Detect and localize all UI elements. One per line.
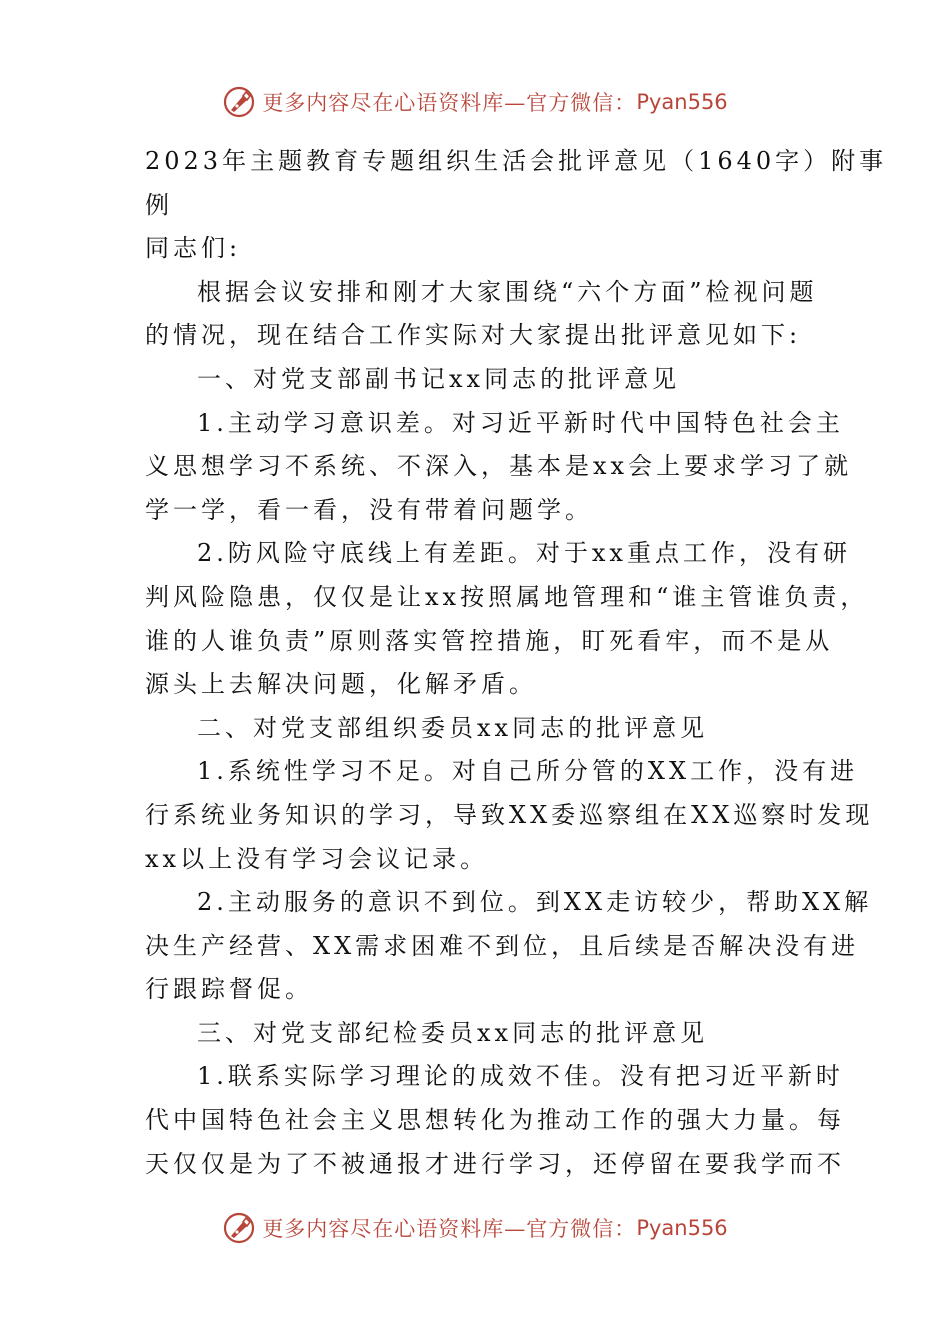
header-banner: [0, 82, 950, 122]
banner-text: 更多内容尽在心语资料库—官方微信：: [262, 91, 637, 115]
paragraph-line: 1.主动学习意识差。对习近平新时代中国特色社会主: [197, 408, 844, 437]
document-body: [145, 140, 888, 1186]
paragraph-line: 决生产经营、XX需求困难不到位，且后续是否解决没有进: [145, 931, 860, 960]
footer-banner: [0, 1208, 950, 1248]
salutation: 同志们:: [145, 234, 242, 263]
paragraph-line: 的情况，现在结合工作实际对大家提出批评意见如下:: [145, 321, 802, 350]
pen-nib-logo-icon: [222, 1211, 256, 1245]
paragraph-line: 义思想学习不系统、不深入，基本是xx会上要求学习了就: [145, 452, 853, 481]
paragraph-line: 2.防风险守底线上有差距。对于xx重点工作，没有研: [197, 539, 851, 568]
banner-text: 更多内容尽在心语资料库—官方微信：: [262, 1217, 637, 1241]
paragraph-line: 根据会议安排和刚才大家围绕“六个方面”检视问题: [197, 277, 818, 306]
paragraph-line: 1.系统性学习不足。对自己所分管的XX工作，没有进: [197, 757, 859, 786]
paragraph-line: xx以上没有学习会议记录。: [145, 844, 489, 873]
section-heading-2: 二、对党支部组织委员xx同志的批评意见: [197, 713, 709, 742]
paragraph-line: 行系统业务知识的学习，导致XX委巡察组在XX巡察时发现: [145, 800, 874, 829]
paragraph-line: 行跟踪督促。: [145, 975, 313, 1004]
paragraph-line: 判风险隐患，仅仅是让xx按照属地管理和“谁主管谁负责，: [145, 582, 869, 611]
paragraph-line: 学一学，看一看，没有带着问题学。: [145, 495, 593, 524]
paragraph-line: 1.联系实际学习理论的成效不佳。没有把习近平新时: [197, 1062, 844, 1091]
document-title-line-1: 2023年主题教育专题组织生活会批评意见（1640字）附事: [145, 147, 888, 175]
paragraph-line: 源头上去解决问题，化解矛盾。: [145, 670, 537, 699]
banner-wechat-id: Pyan556: [636, 1216, 728, 1240]
paragraph-line: 代中国特色社会主义思想转化为推动工作的强大力量。每: [145, 1106, 845, 1135]
document-title-line-2: 例: [145, 190, 173, 219]
section-heading-1: 一、对党支部副书记xx同志的批评意见: [197, 364, 681, 393]
pen-nib-logo-icon: [222, 85, 256, 119]
paragraph-line: 天仅仅是为了不被通报才进行学习，还停留在要我学而不: [145, 1149, 845, 1178]
banner-wechat-id: Pyan556: [636, 90, 728, 114]
section-heading-3: 三、对党支部纪检委员xx同志的批评意见: [197, 1018, 709, 1047]
paragraph-line: 2.主动服务的意识不到位。到XX走访较少，帮助XX解: [197, 888, 873, 917]
paragraph-line: 谁的人谁负责”原则落实管控措施，盯死看牢，而不是从: [145, 626, 834, 655]
